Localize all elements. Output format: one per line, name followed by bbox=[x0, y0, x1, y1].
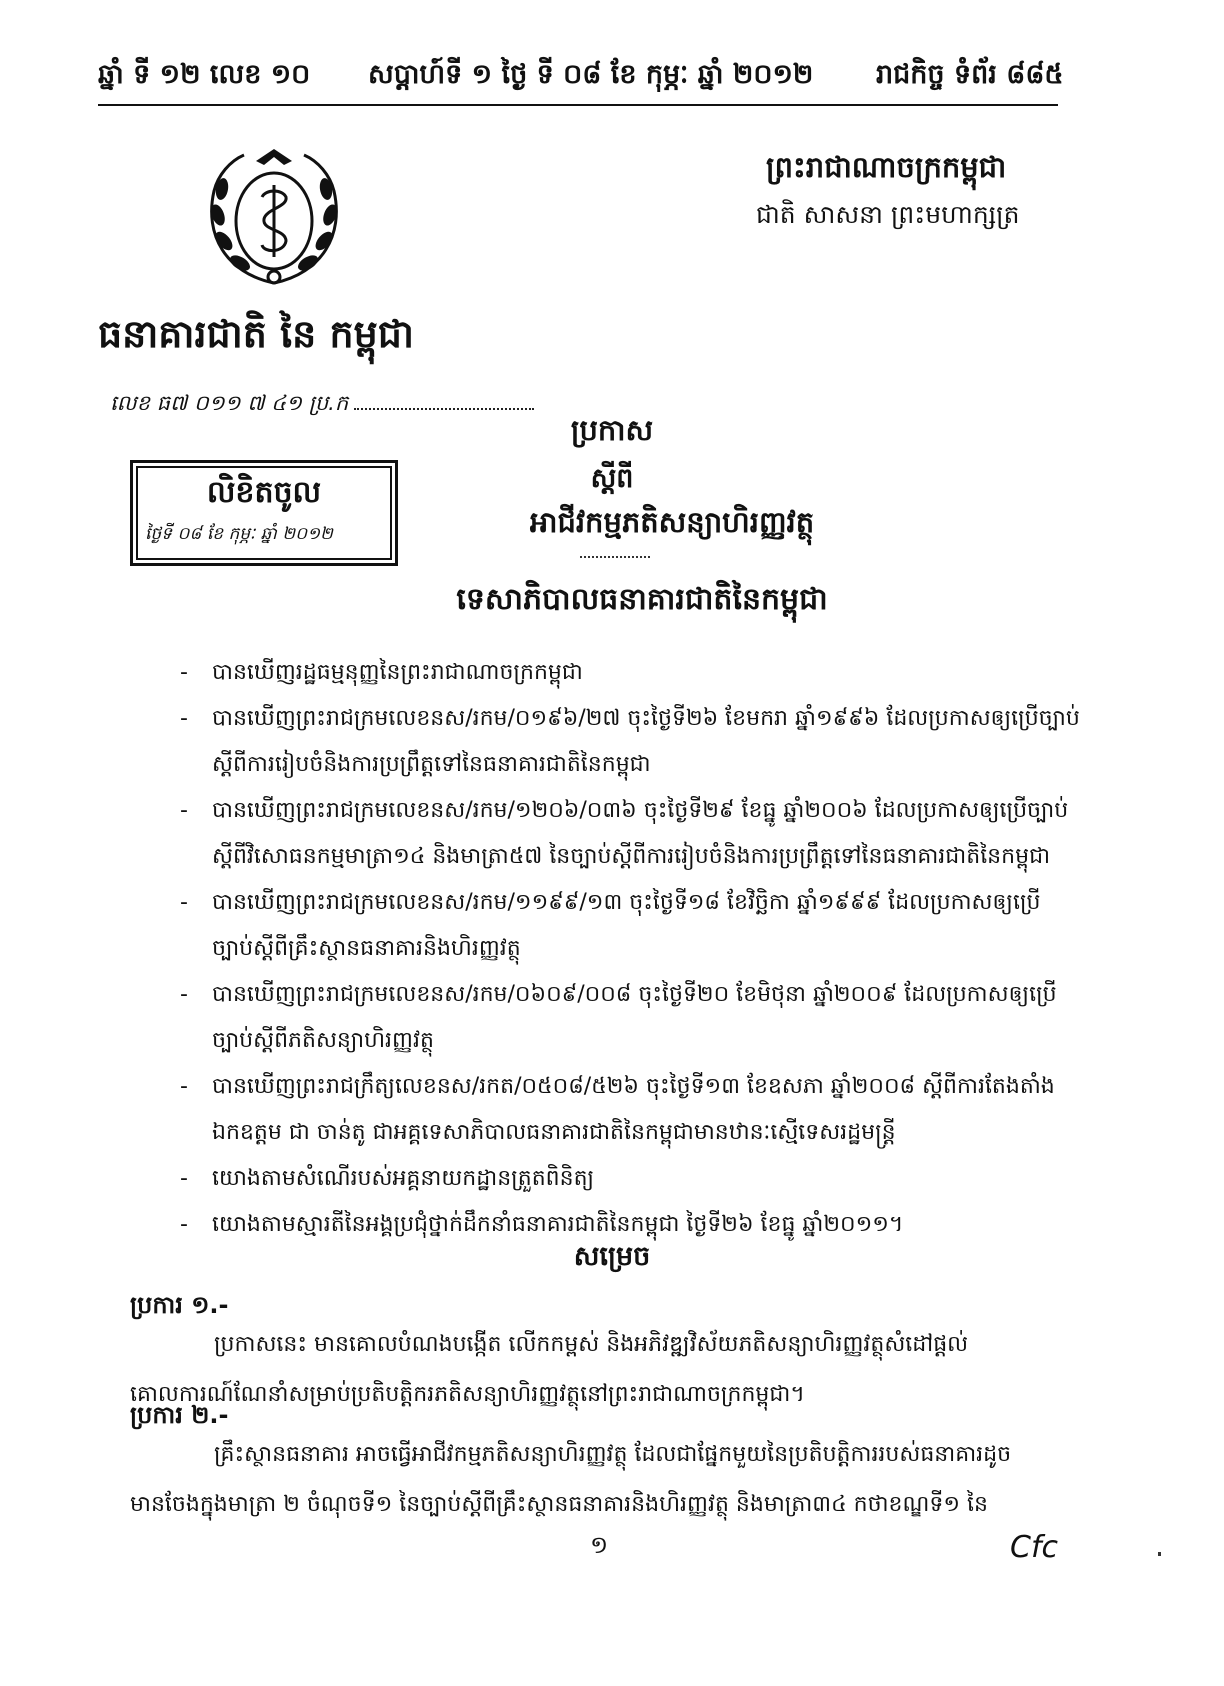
gazette-header bbox=[98, 58, 1064, 98]
article-1-heading: ប្រការ ១.- bbox=[130, 1291, 229, 1319]
title-on: ស្តីពី bbox=[590, 463, 634, 494]
reference-dotted-line bbox=[354, 408, 534, 410]
list-item: - បានឃើញព្រះរាជក្រមលេខនស/រកម/០៦០៩/០០៨ ចុះថ្ងៃទី២០ ខែមិថុនា ឆ្នាំ២០០៩ ដែលប្រកាសឲ្យប្រើច្បាប់ស្តីពីភតិសន្យាហិរញ្ញវត្ថុ bbox=[180, 972, 1080, 1064]
handwritten-initials: Cfc bbox=[1010, 1530, 1059, 1565]
issuer-title: ទេសាភិបាលធនាគារជាតិនៃកម្ពុជា bbox=[456, 582, 828, 617]
list-item: - យោងតាមសំណើរបស់អគ្គនាយកដ្ឋានត្រួតពិនិត្យ bbox=[180, 1156, 1080, 1202]
stamp-title: លិខិតចូល bbox=[206, 475, 322, 510]
article-1-text: ប្រកាសនេះ មានគោលបំណងបង្កើត លើកកម្ពស់ និងអភិវឌ្ឍវិស័យភតិសន្យាហិរញ្ញវត្ថុសំដៅផ្តល់គោលការណ៍ណែនាំសម្រាប់ប្រតិបត្តិករភតិសន្យាហិរញ្ញវត្ថុនៅព្រះរាជាណាចក្រកម្ពុជា។ bbox=[130, 1332, 969, 1407]
header-divider bbox=[98, 104, 1058, 106]
list-item: - យោងតាមស្មារតីនៃអង្គប្រជុំថ្នាក់ដឹកនាំធនាគារជាតិនៃកម្ពុជា ថ្ងៃទី២៦ ខែធ្នូ ឆ្នាំ២០១១។ bbox=[180, 1202, 1080, 1248]
kingdom-title: ព្រះរាជាណាចក្រកម្ពុជា bbox=[766, 150, 1007, 184]
list-item: - បានឃើញព្រះរាជក្រមលេខនស/រកម/១២០៦/០៣៦ ចុះថ្ងៃទី២៩ ខែធ្នូ ឆ្នាំ២០០៦ ដែលប្រកាសឲ្យប្រើច្បាប់ស្តីពីវិសោធនកម្មមាត្រា១៤ និងមាត្រា៥៧ នៃច្បាប់ស្តីពីការរៀបចំនិងការប្រព្រឹត្តទៅនៃធនាគារជាតិនៃកម្ពុជា bbox=[180, 788, 1080, 880]
bank-name: ធនាគារជាតិ នៃ កម្ពុជា bbox=[98, 312, 414, 356]
gazette-date: សប្តាហ៍ទី ១ ថ្ងៃ ទី ០៨ ខែ កុម្ភៈ ឆ្នាំ ២០១២ bbox=[368, 59, 814, 90]
list-item: - បានឃើញព្រះរាជក្រឹត្យលេខនស/រកត/០៥០៨/៥២៦ ចុះថ្ងៃទី១៣ ខែឧសភា ឆ្នាំ២០០៨ ស្តីពីការតែងតាំង ឯកឧត្តម ជា ចាន់តូ ជាអគ្គទេសាភិបាលធនាគារជាតិនៃកម្ពុជាមានឋានៈស្មើទេសរដ្ឋមន្ត្រី bbox=[180, 1064, 1080, 1156]
document-subject: អាជីវកម្មភតិសន្យាហិរញ្ញវត្ថុ bbox=[529, 505, 815, 539]
whereas-list bbox=[180, 650, 1080, 1248]
list-item: - បានឃើញព្រះរាជក្រមលេខនស/រកម/០១៩៦/២៧ ចុះថ្ងៃទី២៦ ខែមករា ឆ្នាំ១៩៩៦ ដែលប្រកាសឲ្យប្រើច្បាប់ស្តីពីការរៀបចំនិងការប្រព្រឹត្តទៅនៃធនាគារជាតិនៃកម្ពុជា bbox=[180, 696, 1080, 788]
list-item: - បានឃើញព្រះរាជក្រមលេខនស/រកម/១១៩៩/១៣ ចុះថ្ងៃទី១៨ ខែវិច្ឆិកា ឆ្នាំ១៩៩៩ ដែលប្រកាសឲ្យប្រើច្បាប់ស្តីពីគ្រឹះស្ថានធនាគារនិងហិរញ្ញវត្ថុ bbox=[180, 880, 1080, 972]
document-type: ប្រកាស bbox=[570, 413, 654, 447]
reference-text: លេខ ធ៧ ០១១ ៧ ៤១ ប្រ.ក bbox=[110, 391, 349, 415]
scan-speck bbox=[1158, 1552, 1161, 1556]
title-ornament bbox=[580, 556, 650, 558]
gazette-issue: ឆ្នាំ ទី ១២ លេខ ១០ bbox=[98, 59, 311, 90]
stamp-date: ថ្ងៃទី ០៨ ខែ កុម្ភៈ ឆ្នាំ ២០១២ bbox=[145, 524, 333, 544]
article-2-heading: ប្រការ ២.- bbox=[130, 1401, 229, 1429]
national-bank-emblem-icon bbox=[196, 145, 352, 295]
decides-heading: សម្រេច bbox=[573, 1241, 651, 1272]
national-motto: ជាតិ សាសនា ព្រះមហាក្សត្រ bbox=[756, 200, 1020, 229]
list-item: - បានឃើញរដ្ឋធម្មនុញ្ញនៃព្រះរាជាណាចក្រកម្ពុជា bbox=[180, 650, 1080, 696]
page-number: ១ bbox=[590, 1531, 609, 1559]
gazette-page: រាជកិច្ច ទំព័រ ៨៨៥ bbox=[876, 59, 1064, 90]
article-2-text: គ្រឹះស្ថានធនាគារ អាចធ្វើអាជីវកម្មភតិសន្យាហិរញ្ញវត្ថុ ដែលជាផ្នែកមួយនៃប្រតិបត្តិការរបស់ធនាគារដូចមានចែងក្នុងមាត្រា ២ ចំណុចទី១ នៃច្បាប់ស្តីពីគ្រឹះស្ថានធនាគារនិងហិរញ្ញវត្ថុ និងមាត្រា៣៤ កថាខណ្ឌទី១ នៃ bbox=[130, 1442, 1012, 1517]
